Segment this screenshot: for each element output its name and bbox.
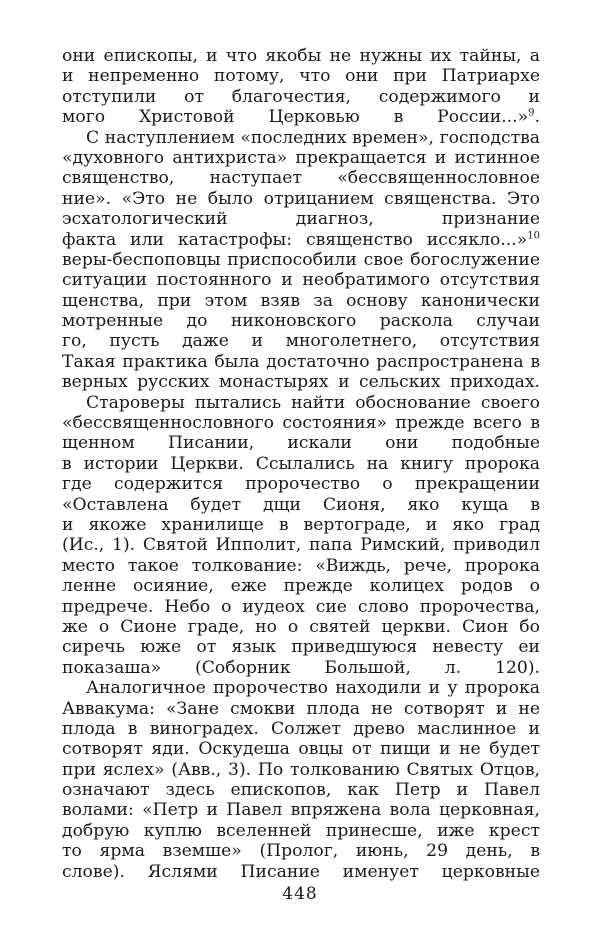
page-number: 448 xyxy=(282,884,318,904)
text-line: веры-беспоповцы приспособили свое богослужение xyxy=(62,249,540,270)
text-line: плода в виноградех. Солжет древо маслинное и xyxy=(62,718,540,739)
text-line: сиречь юже от язык приведшуюся невесту еи xyxy=(62,637,540,658)
text-line: ние». «Это не было отрицанием священства. Это xyxy=(62,188,540,209)
page-body xyxy=(62,46,540,882)
text-line: и непременно потому, что они при Патриархе xyxy=(62,66,540,87)
text-fragment: мого Христовой Церковью в России...» xyxy=(62,107,529,128)
text-line: эсхатологический диагноз, признание xyxy=(62,209,540,230)
text-line: щенном Писании, искали они подобные xyxy=(62,433,540,454)
text-line: ситуации постоянного и необратимого отсутствия xyxy=(62,270,540,291)
text-line: отступили от благочестия, содержимого и xyxy=(62,86,540,107)
text-line: «бессвященнословного состояния» прежде всего в xyxy=(62,413,540,434)
text-line: где содержится пророчество о прекращении xyxy=(62,474,540,495)
text-line xyxy=(62,230,540,250)
text-line: в истории Церкви. Ссылались на книгу пророка xyxy=(62,453,540,474)
text-line: Такая практика была достаточно распространена в xyxy=(62,351,540,372)
text-line: место такое толкование: «Виждь, рече, пророка xyxy=(62,555,540,576)
text-fragment: факта или катастрофы: священство иссякло...» xyxy=(62,229,528,250)
text-line: мотренные до никоновского раскола случаи xyxy=(62,311,540,332)
text-line: означают здесь епископов, как Петр и Павел xyxy=(62,780,540,801)
text-line: при яслех» (Авв., 3). По толкованию Святых Отцов, xyxy=(62,759,540,780)
text-line: сотворят яди. Оскудеша овцы от пищи и не будет xyxy=(62,739,540,760)
text-line: же о Сионе граде, но о святей церкви. Сион бо xyxy=(62,616,540,637)
text-line: предрече. Небо о иудеох сие слово пророчества, xyxy=(62,596,540,617)
text-line: (Ис., 1). Святой Ипполит, папа Римский, приводил xyxy=(62,535,540,556)
paragraph-3 xyxy=(62,393,540,678)
paragraph-2 xyxy=(62,128,540,393)
footnote-marker: 9 xyxy=(528,107,535,119)
text-line: верных русских монастырях и сельских приходах. xyxy=(62,372,540,393)
text-line: слове). Яслями Писание именует церковные xyxy=(62,861,540,882)
text-line: добрую куплю вселенней принесше, иже крест xyxy=(62,820,540,841)
text-line: ленне осияние, еже прежде колицех родов о xyxy=(62,576,540,597)
text-line: и якоже хранилище в вертограде, и яко град xyxy=(62,514,540,535)
text-fragment: . xyxy=(534,107,540,128)
text-line: С наступлением «последних времен», господства xyxy=(86,127,540,148)
text-line: «Оставлена будет дщи Сионя, яко куща в xyxy=(62,494,540,515)
text-line: Староверы пытались найти обоснование своего xyxy=(86,392,540,413)
text-line: Аналогичное пророчество находили и у пророка xyxy=(86,678,540,699)
footnote-marker: 10 xyxy=(527,229,540,241)
text-line: то ярма вземше» (Пролог, июнь, 29 день, в xyxy=(62,841,540,862)
text-line: Аввакума: «Зане смокви плода не сотворят и не xyxy=(62,698,540,719)
paragraph-4 xyxy=(62,678,540,882)
text-line: го, пусть даже и многолетнего, отсутствия xyxy=(62,331,540,352)
text-line: показаша» (Соборник Большой, л. 120). xyxy=(62,657,540,678)
paragraph-1 xyxy=(62,46,540,128)
text-line: волами: «Петр и Павел впряжена вола церковная, xyxy=(62,800,540,821)
text-line: «духовного антихриста» прекращается и истинное xyxy=(62,147,540,168)
text-line: щенства, при этом взяв за основу канонически xyxy=(62,290,540,311)
text-line xyxy=(62,107,540,127)
text-line: они епископы, и что якобы не нужны их тайны, а xyxy=(62,46,540,66)
text-line: священство, наступает «бессвященнословное xyxy=(62,168,540,189)
